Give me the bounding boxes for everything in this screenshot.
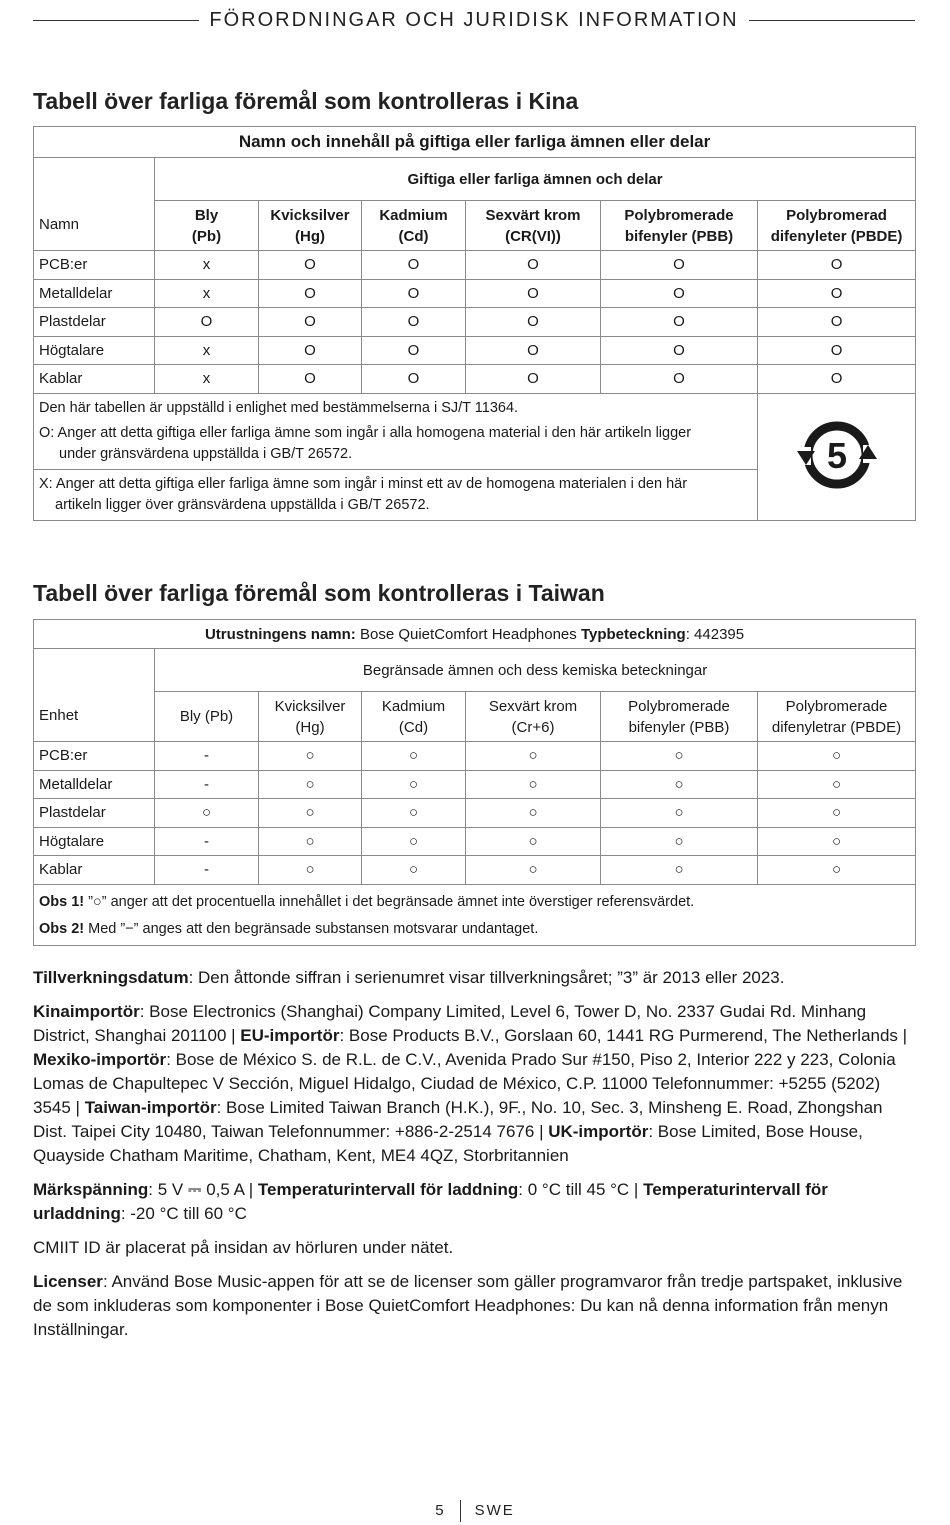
row-name-cell: Högtalare xyxy=(34,336,155,365)
header-rule-left xyxy=(33,20,199,21)
substance-value-cell: O xyxy=(758,279,916,308)
substance-value-cell: ○ xyxy=(758,856,916,885)
row-name-cell: Kablar xyxy=(34,856,155,885)
china-column-header-line1: Kvicksilver xyxy=(270,206,350,224)
substance-value-cell: O xyxy=(362,336,466,365)
substance-value-cell: O xyxy=(601,279,758,308)
licenses-text: : Använd Bose Music-appen för att se de licenser som gäller programvaror från tredje partspaket, inklusive de som inkluderas som komponenter i Bose QuietComfort Headphones: Du kan nå denna information från menyn Inställningar. xyxy=(33,1272,903,1339)
taiwan-group-header: Begränsade ämnen och dess kemiska beteckningar xyxy=(155,649,916,692)
row-name-cell: PCB:er xyxy=(34,742,155,771)
header-title: FÖRORDNINGAR OCH JURIDISK INFORMATION xyxy=(209,8,739,31)
taiwan-column-header-line2: (Cd) xyxy=(398,718,429,736)
substance-value-cell: ○ xyxy=(362,827,466,856)
substance-value-cell: ○ xyxy=(601,770,758,799)
equipment-label: Utrustningens namn: xyxy=(204,625,356,643)
voltage-text: : 5 V ⎓ 0,5 A | xyxy=(148,1180,258,1199)
taiwan-column-header-line2: (Hg) xyxy=(295,718,325,736)
china-column-header-line2: bifenyler (PBB) xyxy=(624,227,734,245)
substance-value-cell: ○ xyxy=(758,827,916,856)
china-column-header xyxy=(155,201,259,251)
substance-value-cell: O xyxy=(259,279,362,308)
legal-info xyxy=(33,966,918,1352)
mexico-importer-label: Mexiko-importör xyxy=(33,1050,167,1069)
voltage-label: Märkspänning xyxy=(33,1180,149,1199)
table-row xyxy=(34,279,916,308)
china-hazard-table xyxy=(33,126,916,521)
discharge-temp-label: Temperaturintervall för urladdning xyxy=(33,1180,828,1223)
taiwan-column-header-line2: bifenyler (PBB) xyxy=(628,718,730,736)
taiwan-column-header xyxy=(601,692,758,742)
china-importer-label: Kinaimportör xyxy=(33,1002,140,1021)
table-row xyxy=(34,308,916,337)
china-note-o xyxy=(39,423,752,465)
substance-value-cell: - xyxy=(155,770,259,799)
substance-value-cell: O xyxy=(601,308,758,337)
substance-value-cell: ○ xyxy=(466,799,601,828)
manufacturing-date-paragraph xyxy=(33,966,918,990)
taiwan-column-header-line1: Kadmium xyxy=(381,697,446,715)
substance-value-cell: O xyxy=(362,308,466,337)
importers-paragraph xyxy=(33,1000,918,1168)
substance-value-cell: O xyxy=(601,336,758,365)
china-column-header xyxy=(362,201,466,251)
substance-value-cell: ○ xyxy=(758,799,916,828)
china-column-header-line2: (CR(VI)) xyxy=(505,227,561,245)
manufacturing-text: : Den åttonde siffran i serienumret visar tillverkningsåret; ”3” är 2013 eller 2023. xyxy=(188,968,785,987)
row-name-cell: Plastdelar xyxy=(34,799,155,828)
substance-value-cell: ○ xyxy=(362,856,466,885)
taiwan-hazard-table xyxy=(33,619,916,946)
substance-value-cell: O xyxy=(259,365,362,394)
substance-value-cell: ○ xyxy=(466,856,601,885)
uk-importer-text: : Bose Limited, Bose House, Quayside Chatham Maritime, Chatham, Kent, ME4 4QZ, Storbritannien xyxy=(33,1122,863,1165)
page-number: 5 xyxy=(435,1501,446,1519)
substance-value-cell: O xyxy=(758,251,916,280)
charge-temp-label: Temperaturintervall för laddning xyxy=(257,1180,519,1199)
substance-value-cell: O xyxy=(362,279,466,308)
taiwan-importer-text: : Bose Limited Taiwan Branch (H.K.), 9F., No. 10, Sec. 3, Minsheng E. Road, Zhongshan Dist. Taipei City 10480, Taiwan Telefonnummer: +886-2-2514 7676 | xyxy=(33,1098,883,1141)
substance-value-cell: ○ xyxy=(466,770,601,799)
licenses-paragraph xyxy=(33,1270,918,1342)
table-row xyxy=(34,856,916,885)
substance-value-cell: O xyxy=(466,308,601,337)
row-name-cell: Högtalare xyxy=(34,827,155,856)
china-importer-text: : Bose Electronics (Shanghai) Company Limited, Level 6, Tower D, No. 2337 Gudai Rd. Minhang District, Shanghai 201100 | xyxy=(33,1002,867,1045)
taiwan-note-1 xyxy=(39,889,910,916)
type-value: : 442395 xyxy=(685,625,745,643)
substance-value-cell: ○ xyxy=(362,799,466,828)
substance-value-cell: ○ xyxy=(155,799,259,828)
china-group-header: Giftiga eller farliga ämnen och delar xyxy=(155,158,916,201)
taiwan-column-header-line1: Polybromerade xyxy=(628,697,730,715)
row-name-cell: Metalldelar xyxy=(34,770,155,799)
note1-text: ”○” anger att det procentuella innehållet i det begränsade ämnet inte överstiger referensvärdet. xyxy=(84,893,695,910)
taiwan-notes xyxy=(34,884,916,945)
taiwan-column-header xyxy=(259,692,362,742)
taiwan-unit-header: Enhet xyxy=(34,649,155,742)
substance-value-cell: O xyxy=(466,365,601,394)
substance-value-cell: O xyxy=(601,365,758,394)
note2-text: Med ”−” anges att den begränsade substansen motsvarar undantaget. xyxy=(84,920,539,937)
substance-value-cell: O xyxy=(362,365,466,394)
substance-value-cell: O xyxy=(758,308,916,337)
substance-value-cell: ○ xyxy=(259,742,362,771)
substance-value-cell: ○ xyxy=(466,742,601,771)
china-column-header-line1: Polybromerade xyxy=(624,206,734,224)
table-row xyxy=(34,336,916,365)
table-row xyxy=(34,827,916,856)
substance-value-cell: ○ xyxy=(362,742,466,771)
header-rule-right xyxy=(749,20,915,21)
taiwan-column-header-line2: (Cr+6) xyxy=(511,718,555,736)
row-name-cell: Kablar xyxy=(34,365,155,394)
mexico-importer-text: : Bose de México S. de R.L. de C.V., Avenida Prado Sur #150, Piso 2, Interior 222 y 223, Colonia Lomas de Chapultepec V Sección, Miguel Hidalgo, Ciudad de México, C.P. 11000 Telefonnummer: +5255 (5202) 3545 | xyxy=(33,1050,896,1117)
substance-value-cell: O xyxy=(259,308,362,337)
china-column-header xyxy=(601,201,758,251)
china-column-header xyxy=(466,201,601,251)
china-table-title: Namn och innehåll på giftiga eller farliga ämnen eller delar xyxy=(34,127,916,158)
licenses-label: Licenser xyxy=(33,1272,103,1291)
substance-value-cell: x xyxy=(155,336,259,365)
substance-value-cell: O xyxy=(362,251,466,280)
taiwan-importer-label: Taiwan-importör xyxy=(84,1098,217,1117)
table-row xyxy=(34,365,916,394)
china-table-heading: Tabell över farliga föremål som kontrolleras i Kina xyxy=(33,88,579,114)
taiwan-table-heading: Tabell över farliga föremål som kontrolleras i Taiwan xyxy=(33,580,605,606)
china-column-header-line1: Bly xyxy=(194,206,219,224)
taiwan-column-header-line1: Sexvärt krom xyxy=(488,697,578,715)
china-column-header xyxy=(758,201,916,251)
substance-value-cell: O xyxy=(259,336,362,365)
china-column-header-line2: difenyleter (PBDE) xyxy=(770,227,903,245)
page-footer xyxy=(0,1500,950,1522)
row-name-cell: PCB:er xyxy=(34,251,155,280)
substance-value-cell: O xyxy=(466,251,601,280)
footer-divider xyxy=(460,1500,461,1522)
substance-value-cell: O xyxy=(259,251,362,280)
epup-5-icon xyxy=(795,413,879,497)
china-note-o-line2: under gränsvärdena uppställda i GB/T 26572. xyxy=(59,445,353,462)
equipment-value: Bose QuietComfort Headphones xyxy=(359,625,577,643)
uk-importer-label: UK-importör xyxy=(548,1122,649,1141)
substance-value-cell: - xyxy=(155,856,259,885)
china-column-header-line2: (Cd) xyxy=(398,227,429,245)
row-name-cell: Metalldelar xyxy=(34,279,155,308)
china-column-header xyxy=(259,201,362,251)
china-column-header-line1: Kadmium xyxy=(379,206,448,224)
ratings-paragraph xyxy=(33,1178,918,1226)
substance-value-cell: ○ xyxy=(758,742,916,771)
taiwan-column-header xyxy=(758,692,916,742)
substance-value-cell: - xyxy=(155,742,259,771)
substance-value-cell: ○ xyxy=(259,856,362,885)
china-note-x-line1: X: Anger att detta giftiga eller farliga ämne som ingår i minst ett av de homogena materialen i den här xyxy=(39,475,688,492)
taiwan-column-header-line1: Polybromerade xyxy=(785,697,888,715)
taiwan-equipment-row xyxy=(34,620,916,649)
substance-value-cell: ○ xyxy=(259,770,362,799)
eu-importer-label: EU-importör xyxy=(240,1026,340,1045)
substance-value-cell: ○ xyxy=(758,770,916,799)
substance-value-cell: ○ xyxy=(259,827,362,856)
substance-value-cell: O xyxy=(758,365,916,394)
manufacturing-label: Tillverkningsdatum xyxy=(33,968,189,987)
taiwan-note-2 xyxy=(39,916,910,943)
cmiit-paragraph: CMIIT ID är placerat på insidan av hörluren under nätet. xyxy=(33,1238,454,1257)
note2-label: Obs 2! xyxy=(39,920,85,937)
substance-value-cell: - xyxy=(155,827,259,856)
page-header xyxy=(33,6,915,34)
table-row xyxy=(34,770,916,799)
substance-value-cell: O xyxy=(466,279,601,308)
substance-value-cell: O xyxy=(601,251,758,280)
taiwan-column-header xyxy=(362,692,466,742)
type-label: Typbeteckning xyxy=(580,625,686,643)
substance-value-cell: ○ xyxy=(466,827,601,856)
taiwan-column-header-line1: Kvicksilver xyxy=(274,697,346,715)
substance-value-cell: ○ xyxy=(362,770,466,799)
china-notes xyxy=(34,393,758,520)
china-name-header: Namn xyxy=(34,158,155,251)
substance-value-cell: x xyxy=(155,365,259,394)
epup-number: 5 xyxy=(826,434,847,476)
china-column-header-line1: Polybromerad xyxy=(786,206,887,224)
table-row xyxy=(34,799,916,828)
taiwan-column-header xyxy=(466,692,601,742)
substance-value-cell: O xyxy=(466,336,601,365)
substance-value-cell: ○ xyxy=(601,856,758,885)
substance-value-cell: ○ xyxy=(601,742,758,771)
substance-value-cell: O xyxy=(758,336,916,365)
table-row xyxy=(34,251,916,280)
table-row xyxy=(34,742,916,771)
china-note-intro: Den här tabellen är uppställd i enlighet med bestämmelserna i SJ/T 11364. xyxy=(39,399,519,416)
eu-importer-text: : Bose Products B.V., Gorslaan 60, 1441 RG Purmerend, The Netherlands | xyxy=(339,1026,908,1045)
china-column-header-line1: Sexvärt krom xyxy=(485,206,581,224)
discharge-temp-text: : -20 °C till 60 °C xyxy=(120,1204,247,1223)
china-note-o-line1: O: Anger att detta giftiga eller farliga ämne som ingår i alla homogena material i den här artikeln ligger xyxy=(39,424,692,441)
substance-value-cell: x xyxy=(155,279,259,308)
footer-language: SWE xyxy=(474,1501,515,1519)
taiwan-column-header-line1: Bly (Pb) xyxy=(179,708,234,725)
substance-value-cell: x xyxy=(155,251,259,280)
china-note-x-line2: artikeln ligger över gränsvärdena uppställda i GB/T 26572. xyxy=(55,496,430,513)
epup-logo-cell xyxy=(758,393,916,520)
taiwan-column-header-line2: difenyletrar (PBDE) xyxy=(771,718,902,736)
substance-value-cell: ○ xyxy=(259,799,362,828)
substance-value-cell: ○ xyxy=(601,799,758,828)
substance-value-cell: ○ xyxy=(601,827,758,856)
china-note-x xyxy=(34,469,757,516)
note1-label: Obs 1! xyxy=(39,893,85,910)
china-column-header-line2: (Hg) xyxy=(295,227,325,245)
charge-temp-text: : 0 °C till 45 °C | xyxy=(518,1180,644,1199)
substance-value-cell: O xyxy=(155,308,259,337)
row-name-cell: Plastdelar xyxy=(34,308,155,337)
china-column-header-line2: (Pb) xyxy=(191,227,222,245)
taiwan-column-header xyxy=(155,692,259,742)
